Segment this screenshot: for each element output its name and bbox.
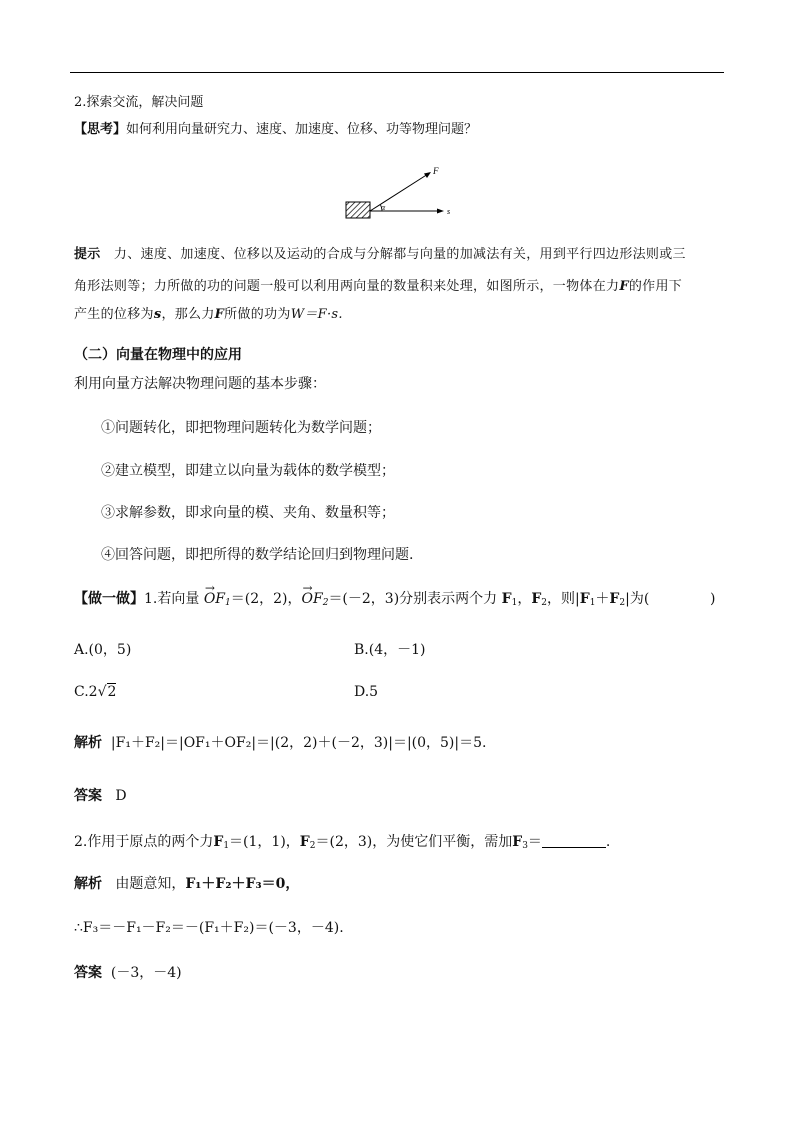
think-text: 如何利用向量研究力、速度、加速度、位移、功等物理问题？ xyxy=(126,122,478,137)
hint-line-1 xyxy=(74,245,724,265)
option-c[interactable]: C.2√2 xyxy=(74,684,117,700)
hint-work-formula: W＝F·s. xyxy=(290,307,343,322)
q2-analysis xyxy=(74,874,299,894)
force-line xyxy=(370,174,428,211)
hint-line-2 xyxy=(74,277,682,297)
vector-of2-value: ＝(－2，3)分别表示两个力 xyxy=(328,591,498,607)
header-rule xyxy=(70,72,724,73)
analysis-label: 解析 xyxy=(74,735,102,751)
vector-of1-value: ＝(2，2)， xyxy=(230,591,302,607)
q1-analysis xyxy=(74,733,486,753)
displacement-label: s xyxy=(447,207,451,216)
displacement-arrowhead xyxy=(437,209,444,214)
answer-label: 答案 xyxy=(74,788,102,804)
q1-answer xyxy=(74,786,127,806)
angle-label: α xyxy=(381,203,386,212)
hint-force-symbol-2: F xyxy=(214,307,225,322)
analysis-expression: F₁＋F₂＋F₃＝0， xyxy=(185,876,300,892)
block-shape xyxy=(346,202,370,218)
option-d[interactable]: D.5 xyxy=(354,684,379,700)
step-item: ③求解参数，即求向量的模、夹角、数量积等； xyxy=(101,505,395,521)
hint-text-3e: 所做的功为 xyxy=(224,307,291,322)
force-label: F xyxy=(433,166,439,176)
hint-force-symbol: F xyxy=(619,279,629,294)
answer-blank[interactable] xyxy=(542,833,606,848)
analysis-expression: |F₁＋F₂|＝|OF₁＋OF₂|＝|(2，2)＋(－2，3)|＝|(0，5)|＝5. xyxy=(110,735,487,751)
analysis-label: 解析 xyxy=(74,876,102,892)
section-heading-explore: 2.探索交流，解决问题 xyxy=(74,95,204,110)
think-tag: 【思考】 xyxy=(74,122,127,137)
hint-line-3 xyxy=(74,305,343,325)
answer-label: 答案 xyxy=(74,965,102,981)
practice-question-2: 2.作用于原点的两个力$F_1=(1$，1)，$F_2=(2$，3)，为使它们平衡，需加$F_3=$ . xyxy=(74,834,611,851)
option-a[interactable]: A.(0，5) xyxy=(74,642,132,658)
force-diagram xyxy=(340,160,460,224)
think-question xyxy=(74,120,477,140)
hint-text-3c: ，那么力 xyxy=(161,307,215,322)
hint-text-2c: 的作用下 xyxy=(628,279,683,294)
force-arrowhead xyxy=(424,172,431,178)
answer-value: (－3，－4) xyxy=(110,965,182,981)
hint-text-2a: 角形法则等；力所做的功的问题一般可以利用两向量的数量积来处理，如图所示，一物体在力 xyxy=(74,279,620,294)
q1-close-paren: ) xyxy=(710,591,716,607)
q1-number: 1.若向量 xyxy=(144,591,200,607)
analysis-text: 由题意知， xyxy=(115,876,186,892)
hint-text-3a: 产生的位移为 xyxy=(74,307,154,322)
hint-label: 提示 xyxy=(74,247,101,262)
answer-value: D xyxy=(115,788,127,804)
q2-derivation: ∴F₃＝－F₁－F₂＝－(F₁＋F₂)＝(－3，－4). xyxy=(74,920,344,936)
practice-question-1: 【做一做】1.若向量 → $OF_1=(2$，2)，→ $OF_2=(-2$，3)分别表示两个力 $F_1$，$F_2$，则$|F_1+F_2|$为( xyxy=(74,589,649,613)
step-item: ④回答问题，即把所得的数学结论回归到物理问题. xyxy=(101,547,414,563)
vector-of2: → $OF_2$ xyxy=(302,589,329,613)
practice-tag: 【做一做】 xyxy=(74,591,144,607)
step-item: ②建立模型，即建立以向量为载体的数学模型； xyxy=(101,463,395,479)
hint-disp-symbol: s xyxy=(153,307,162,322)
section-two-heading: （二）向量在物理中的应用 xyxy=(74,347,242,363)
vector-of1: → $OF_1$ xyxy=(204,589,231,613)
step-item: ①问题转化，即把物理问题转化为数学问题； xyxy=(101,420,381,436)
q2-answer xyxy=(74,963,182,983)
option-b[interactable]: B.(4，－1) xyxy=(354,642,426,658)
section-two-intro: 利用向量方法解决物理问题的基本步骤： xyxy=(74,376,326,392)
hint-text-1: 力、速度、加速度、位移以及运动的合成与分解都与向量的加减法有关，用到平行四边形法则或三 xyxy=(113,247,686,262)
